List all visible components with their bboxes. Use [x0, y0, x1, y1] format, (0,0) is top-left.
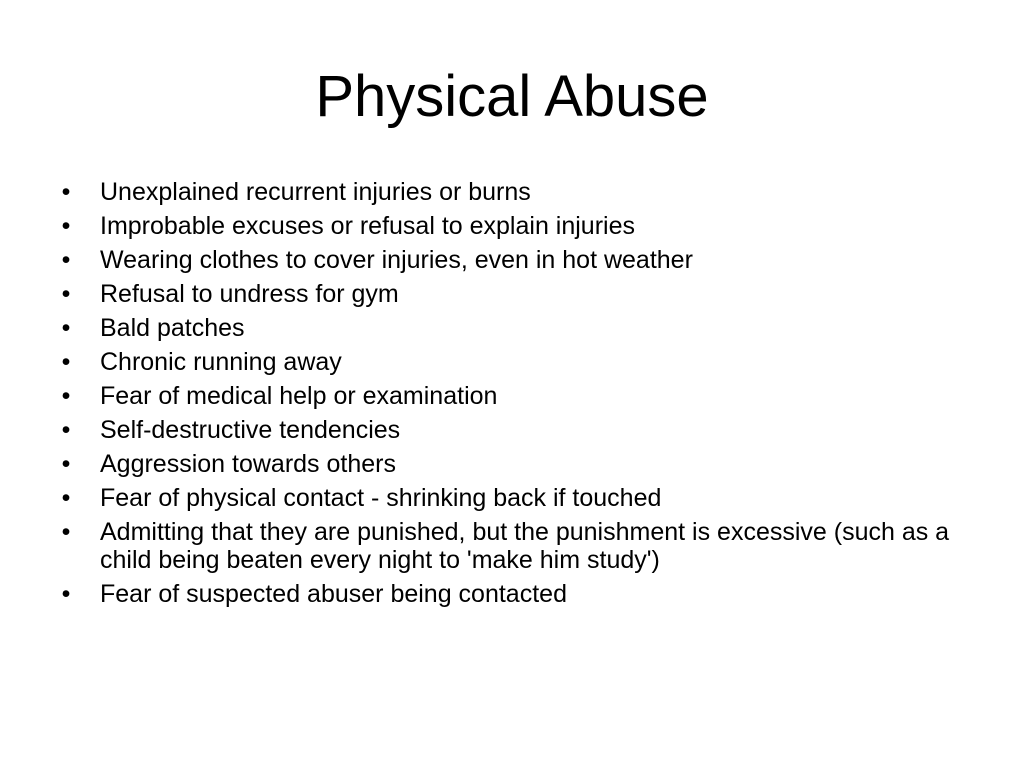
- list-item-text: Aggression towards others: [100, 450, 396, 478]
- list-item: [56, 178, 976, 206]
- bullet-icon: •: [61, 246, 71, 274]
- list-item: [56, 518, 976, 574]
- list-item: [56, 580, 976, 608]
- list-item-text: Bald patches: [100, 314, 245, 342]
- list-item-text: Admitting that they are punished, but the punishment is excessive (such as a child being beaten every night to 'make him study'): [100, 518, 950, 574]
- slide-title: Physical Abuse: [315, 64, 709, 129]
- list-item-text: Unexplained recurrent injuries or burns: [100, 178, 531, 206]
- list-item-text: Chronic running away: [100, 348, 342, 376]
- list-item: [56, 212, 976, 240]
- bullet-icon: •: [61, 580, 71, 608]
- list-item-text: Refusal to undress for gym: [100, 280, 399, 308]
- list-item-text: Improbable excuses or refusal to explain injuries: [100, 212, 635, 240]
- bullet-icon: •: [61, 484, 71, 512]
- bullet-icon: •: [61, 450, 71, 478]
- bullet-icon: •: [61, 178, 71, 206]
- list-item-text: Wearing clothes to cover injuries, even in hot weather: [100, 246, 693, 274]
- list-item: [56, 280, 976, 308]
- list-item: [56, 348, 976, 376]
- bullet-icon: •: [61, 280, 71, 308]
- list-item-text: Fear of medical help or examination: [100, 382, 498, 410]
- bullet-list: [56, 178, 976, 614]
- bullet-icon: •: [61, 416, 71, 444]
- bullet-icon: •: [61, 348, 71, 376]
- bullet-icon: •: [61, 314, 71, 342]
- list-item: [56, 416, 976, 444]
- list-item: [56, 484, 976, 512]
- bullet-icon: •: [61, 382, 71, 410]
- bullet-icon: •: [61, 518, 71, 546]
- list-item: [56, 314, 976, 342]
- list-item-text: Fear of suspected abuser being contacted: [100, 580, 567, 608]
- list-item: [56, 450, 976, 478]
- list-item-text: Fear of physical contact - shrinking back if touched: [100, 484, 662, 512]
- bullet-icon: •: [61, 212, 71, 240]
- list-item-text: Self-destructive tendencies: [100, 416, 401, 444]
- list-item: [56, 382, 976, 410]
- list-item: [56, 246, 976, 274]
